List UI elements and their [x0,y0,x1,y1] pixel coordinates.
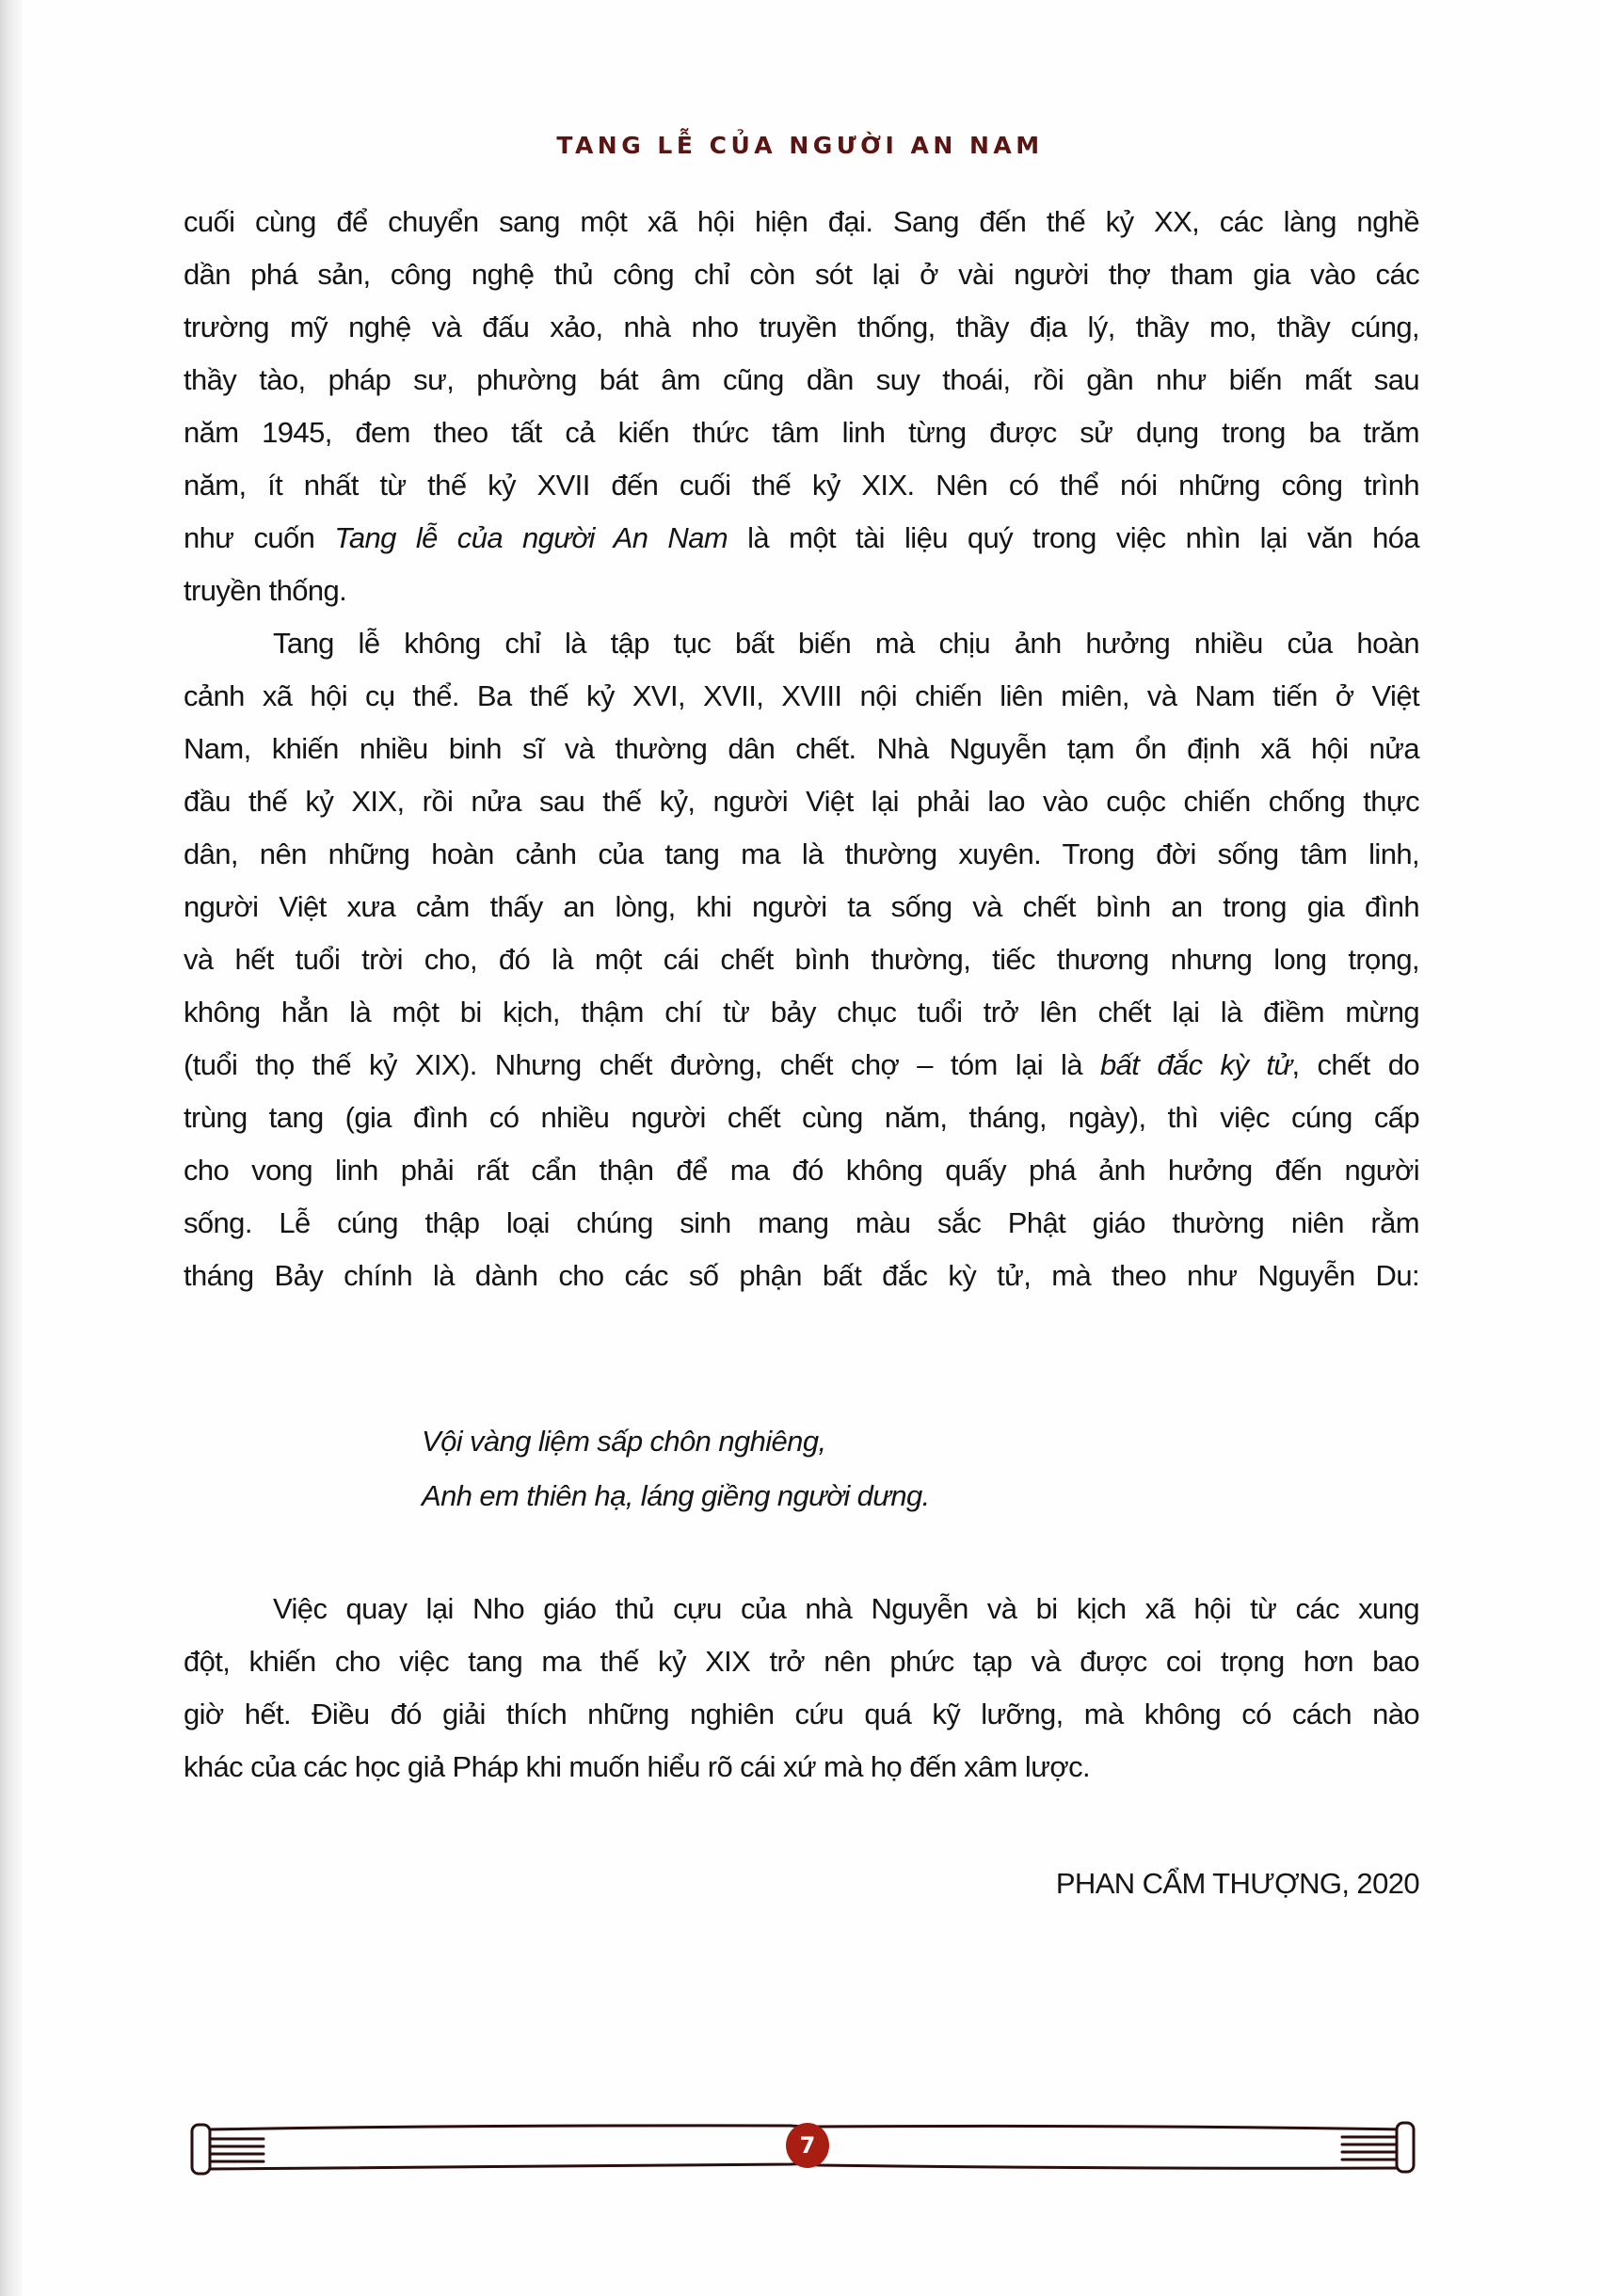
term-italic: bất đắc kỳ tử [1100,1048,1292,1081]
page-edge-shadow [0,0,23,2296]
text-line [184,519,1419,557]
text-line: giờ hết. Điều đó giải thích những nghiên cứu quá kỹ lưỡng, mà không có cách nào [184,1698,1419,1730]
text-line: trùng tang (gia đình có nhiều người chết cùng năm, tháng, ngày), thì việc cúng cấp [184,1101,1419,1134]
text-line: khác của các học giả Pháp khi muốn hiểu rõ cái xứ mà họ đến xâm lược. [184,1750,1090,1783]
text-line: năm, ít nhất từ thế kỷ XVII đến cuối thế kỷ XIX. Nên có thể nói những công trình [184,469,1419,502]
verse-line: Vội vàng liệm sấp chôn nghiêng, [422,1425,826,1458]
text-line: đầu thế kỷ XIX, rồi nửa sau thế kỷ, người Việt lại phải lao vào cuộc chiến chống thực [184,785,1419,818]
text-line: năm 1945, đem theo tất cả kiến thức tâm linh từng được sử dụng trong ba trăm [184,416,1419,449]
text-line: truyền thống. [184,574,347,607]
text-line: sống. Lễ cúng thập loại chúng sinh mang màu sắc Phật giáo thường niên rằm [184,1206,1419,1239]
page-number-badge: 7 [786,2123,829,2168]
text-segment: là một tài liệu quý trong việc nhìn lại văn hóa [728,521,1419,554]
text-line: không hẳn là một bi kịch, thậm chí từ bảy chục tuổi trở lên chết lại là điềm mừng [184,996,1419,1028]
text-line: cảnh xã hội cụ thể. Ba thế kỷ XVI, XVII, XVIII nội chiến liên miên, và Nam tiến ở Việt [184,679,1419,712]
text-line: thầy tào, pháp sư, phường bát âm cũng dần suy thoái, rồi gần như biến mất sau [184,363,1419,396]
text-line: Nam, khiến nhiều binh sĩ và thường dân chết. Nhà Nguyễn tạm ổn định xã hội nửa [184,732,1419,765]
text-segment: (tuổi thọ thế kỷ XIX). Nhưng chết đường, chết chợ – tóm lại là [184,1048,1101,1081]
text-line: dần phá sản, công nghệ thủ công chỉ còn sót lại ở vài người thợ tham gia vào các [184,258,1419,291]
text-line [184,1046,1419,1084]
text-line: người Việt xưa cảm thấy an lòng, khi người ta sống và chết bình an trong gia đình [184,890,1419,923]
text-line: Tang lễ không chỉ là tập tục bất biến mà chịu ảnh hưởng nhiều của hoàn [273,627,1419,660]
text-segment: , chết do [1291,1048,1420,1081]
text-line: tháng Bảy chính là dành cho các số phận bất đắc kỳ tử, mà theo như Nguyễn Du: [184,1259,1419,1292]
running-title: TANG LỄ CỦA NGƯỜI AN NAM [556,132,1044,159]
text-line: đột, khiến cho việc tang ma thế kỷ XIX trở nên phức tạp và được coi trọng hơn bao [184,1645,1419,1678]
text-line: Việc quay lại Nho giáo thủ cựu của nhà Nguyễn và bi kịch xã hội từ các xung [273,1592,1419,1625]
text-segment: như cuốn [184,521,335,554]
text-line: cho vong linh phải rất cẩn thận để ma đó không quấy phá ảnh hưởng đến người [184,1154,1419,1187]
text-line: dân, nên những hoàn cảnh của tang ma là thường xuyên. Trong đời sống tâm linh, [184,837,1419,870]
book-title-italic: Tang lễ của người An Nam [334,521,728,554]
author-signature: PHAN CẨM THƯỢNG, 2020 [1055,1867,1419,1900]
text-line: và hết tuổi trời cho, đó là một cái chết bình thường, tiếc thương nhưng long trọng, [184,943,1419,976]
text-line: trường mỹ nghệ và đấu xảo, nhà nho truyền thống, thầy địa lý, thầy mo, thầy cúng, [184,311,1419,343]
text-line: cuối cùng để chuyển sang một xã hội hiện đại. Sang đến thế kỷ XX, các làng nghề [184,205,1419,238]
verse-line: Anh em thiên hạ, láng giềng người dưng. [422,1479,930,1512]
